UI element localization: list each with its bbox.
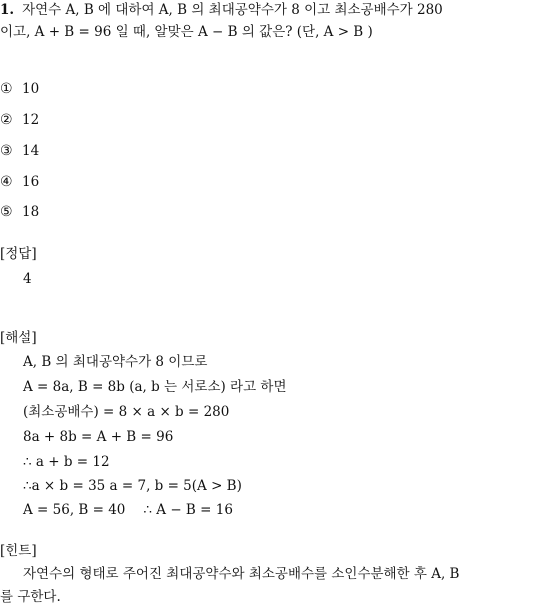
hint-line-1: 자연수의 형태로 주어진 최대공약수와 최소공배수를 소인수분해한 후 A, B	[23, 566, 460, 582]
choice-1[interactable]	[0, 79, 39, 99]
hint-line-2: 를 구한다.	[0, 589, 61, 605]
answer-label: [정답]	[0, 246, 37, 262]
explanation-label: [해설]	[0, 330, 37, 346]
choice-5-mark: ⑤	[0, 204, 13, 220]
choice-5[interactable]	[0, 202, 39, 222]
explanation-line-7	[23, 500, 233, 520]
choice-4[interactable]	[0, 172, 39, 192]
question-number: 1.	[0, 2, 15, 18]
choice-4-mark: ④	[0, 174, 13, 190]
choice-1-mark: ①	[0, 81, 13, 97]
choice-3-value: 14	[22, 143, 40, 159]
choice-5-value: 18	[22, 204, 40, 220]
choice-2-mark: ②	[0, 112, 13, 128]
explanation-final-left: A = 56, B = 40	[23, 502, 126, 518]
explanation-line-2: A = 8a, B = 8b (a, b 는 서로소) 라고 하면	[23, 379, 287, 395]
choice-2[interactable]	[0, 110, 39, 130]
explanation-line-6: ∴a × b = 35 a = 7, b = 5(A > B)	[23, 478, 242, 494]
question-text-1: 자연수 A, B 에 대하여 A, B 의 최대공약수가 8 이고 최소공배수가 280	[22, 2, 443, 18]
hint-label: [힌트]	[0, 543, 37, 559]
explanation-final-right: ∴ A − B = 16	[143, 502, 233, 518]
question-text-2: 이고, A + B = 96 일 때, 알맞은 A − B 의 값은? (단, A > B )	[0, 24, 373, 40]
explanation-line-3: (최소공배수) = 8 × a × b = 280	[23, 404, 230, 420]
question-line-1	[0, 0, 443, 20]
question-line-2	[0, 22, 373, 42]
choice-4-value: 16	[22, 174, 40, 190]
explanation-line-1: A, B 의 최대공약수가 8 이므로	[23, 354, 208, 370]
explanation-line-4: 8a + 8b = A + B = 96	[23, 429, 174, 445]
choice-3-mark: ③	[0, 143, 13, 159]
choice-3[interactable]	[0, 141, 39, 161]
explanation-line-5: ∴ a + b = 12	[23, 454, 110, 470]
answer-value: 4	[23, 271, 32, 287]
choice-1-value: 10	[22, 81, 40, 97]
choice-2-value: 12	[22, 112, 40, 128]
